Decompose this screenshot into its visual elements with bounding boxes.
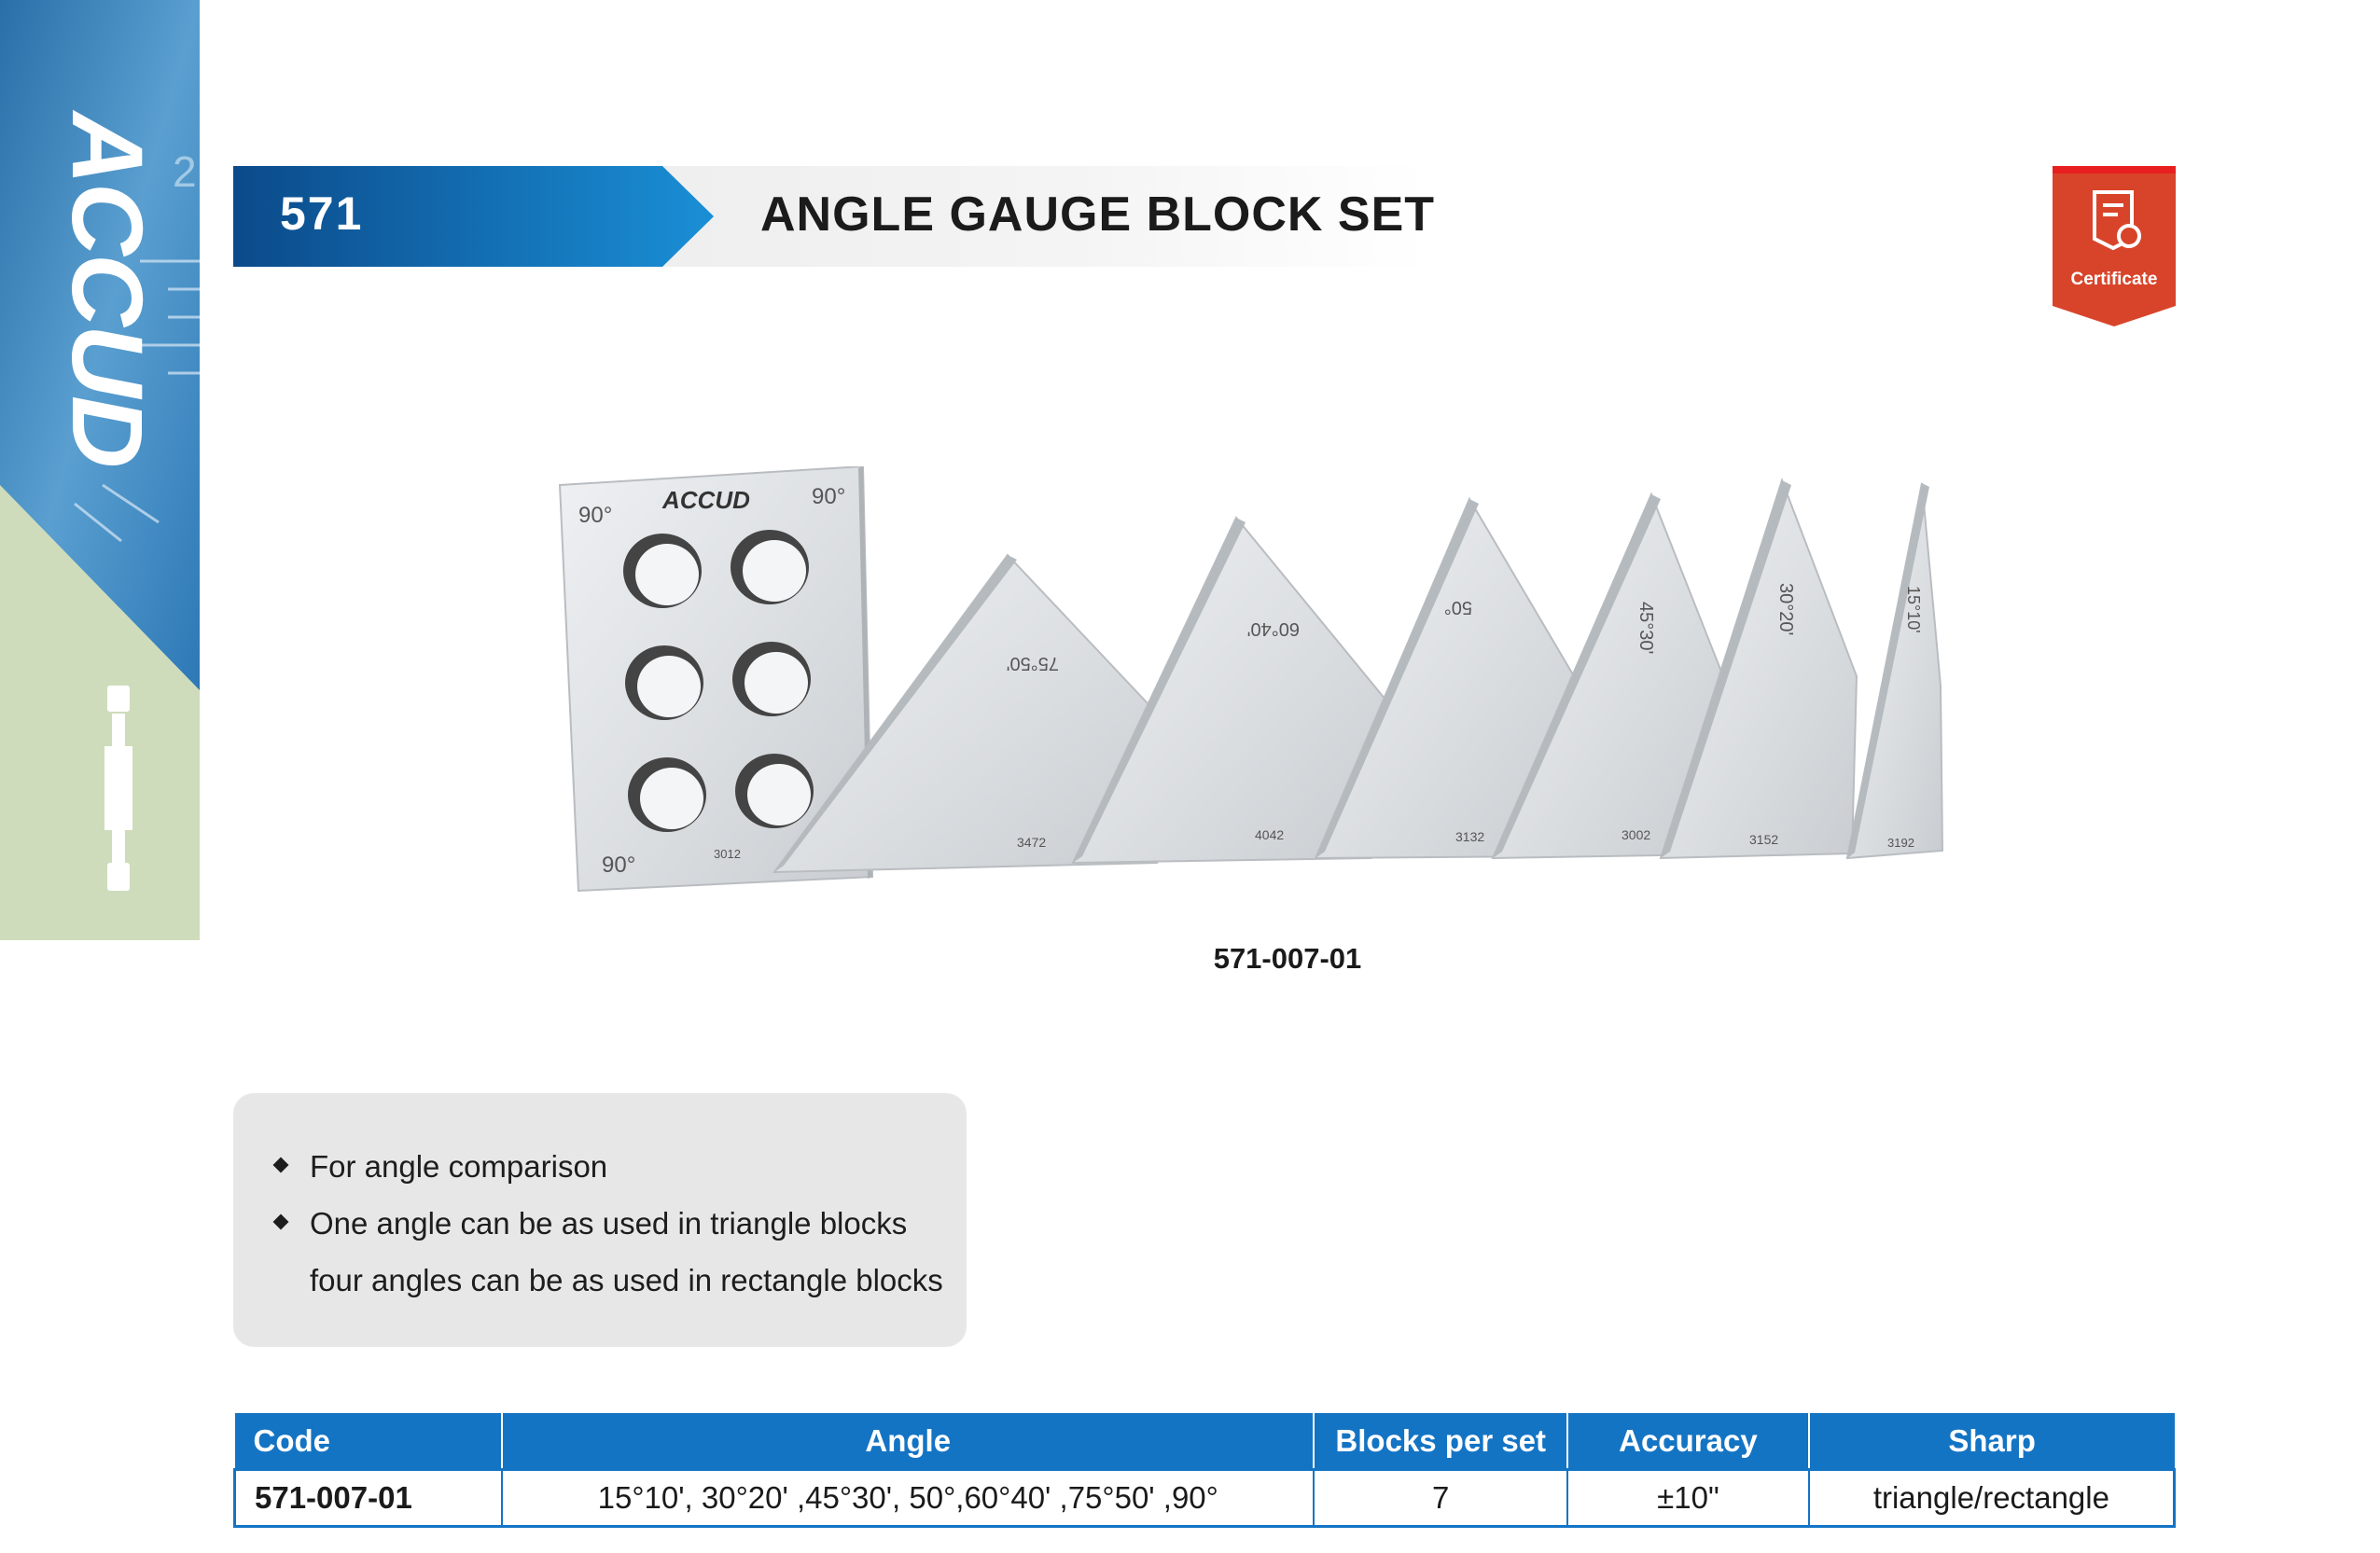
spec-table [233,1413,2176,1528]
cell-angle: 15°10', 30°20' ,45°30', 50°,60°40' ,75°50' ,90° [502,1470,1314,1527]
feature-text: For angle comparison [310,1149,608,1184]
features-list [275,1138,943,1309]
header-accuracy: Accuracy [1567,1413,1809,1470]
diamond-bullet-icon [273,1158,289,1173]
cell-accuracy: ±10" [1567,1470,1809,1527]
triangle-serial-4: 3002 [1621,827,1651,842]
certificate-label: Certificate [2070,270,2158,289]
rect-block-angle-top-left: 90° [578,503,613,528]
rect-block-brand: ACCUD [662,486,750,514]
title-banner [233,166,1436,267]
triangle-serial-1: 3472 [1017,835,1047,850]
triangle-serial-6: 3192 [1887,836,1914,850]
rect-block-serial: 3012 [714,847,741,861]
features-box [233,1093,967,1347]
header-code: Code [235,1413,503,1470]
brand-side-band [0,0,200,940]
certificate-badge [2053,166,2176,326]
triangle-angle-2: 60°40' [1246,618,1300,639]
rect-block-angle-top-right: 90° [812,484,846,509]
triangle-serial-2: 4042 [1255,827,1285,842]
spec-table-header-row [235,1413,2175,1470]
table-row [235,1470,2175,1527]
series-number: 571 [280,187,364,240]
product-image [550,466,1969,914]
feature-item [275,1138,943,1195]
feature-text: four angles can be as used in rectangle blocks [310,1263,943,1297]
feature-text: One angle can be as used in triangle blocks [310,1206,908,1241]
triangle-angle-1: 75°50' [1006,653,1059,673]
rect-block-angle-bottom-left: 90° [602,853,636,878]
product-code-caption: 571-007-01 [1213,942,1362,975]
cell-sharp: triangle/rectangle [1809,1470,2175,1527]
header-blocks-per-set: Blocks per set [1314,1413,1567,1470]
header-angle: Angle [502,1413,1314,1470]
brand-logo-vertical: ACCUD [51,112,164,466]
page-title: ANGLE GAUGE BLOCK SET [760,187,1436,242]
triangle-angle-3: 50° [1443,597,1472,617]
triangle-serial-5: 3152 [1749,832,1779,847]
svg-text:2: 2 [173,147,197,196]
feature-continuation [275,1252,943,1309]
header-sharp: Sharp [1809,1413,2175,1470]
triangle-angle-4: 45°30' [1635,602,1656,655]
triangle-angle-5: 30°20' [1775,583,1796,636]
triangle-serial-3: 3132 [1455,829,1485,844]
cell-blocks-per-set: 7 [1314,1470,1567,1527]
triangle-angle-6: 15°10' [1904,586,1923,633]
triangle-gauge-block-6 [1847,483,1942,858]
diamond-bullet-icon [273,1214,289,1230]
feature-item [275,1195,943,1252]
certificate-icon [2053,166,2176,326]
cell-code: 571-007-01 [235,1470,503,1527]
